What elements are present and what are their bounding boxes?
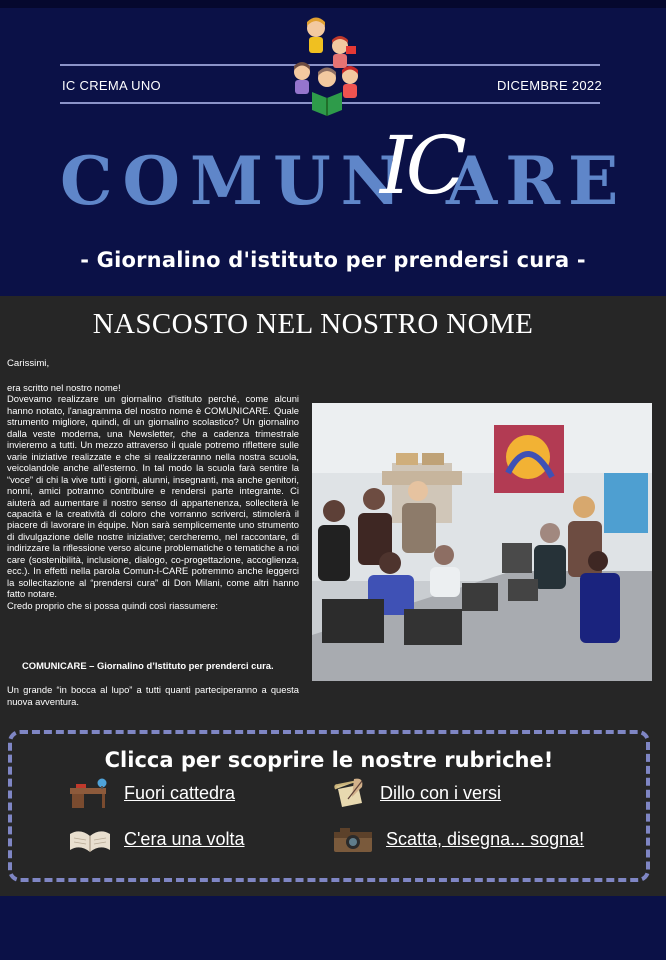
bottom-band [0,896,666,960]
children-reading-logo [282,16,372,120]
article-motto: COMUNICARE – Giornalino d’Istituto per prenderci cura. [22,660,274,671]
main-panel [0,296,666,896]
rubric-label: C'era una volta [124,828,245,849]
rubrics-title: Clicca per scoprire le nostre rubriche! [104,748,554,772]
article-closing: Un grande “in bocca al lupo” a tutti quanti parteciperanno a questa nuova avventura. [7,684,299,707]
issue-date: DICEMBRE 2022 [496,78,602,93]
school-name: IC CREMA UNO [62,78,161,93]
staff-group-photo [312,403,652,681]
rubric-label: Scatta, disegna... sogna! [386,828,585,849]
newspaper-logo [0,119,666,236]
rubric-link-fuori-cattedra[interactable] [68,776,235,810]
article-body: era scritto nel nostro nome! Dovevamo realizzare un giornalino d'istituto perché, come alcuni hanno notato, l'anagramma del nostro nome è COMUNICARE. Quale strumento migliore, quindi, di un giornalino scolastico? Un giornalino dalla veste moderna, una Newsletter, che a cadenza trimestrale invieremo a tutti. Un mezzo attraverso il quale potremo riflettere sulle varie iniziative realizzate e che si realizzeranno nella nostra scuola, veicolandole anche all'esterno. In tal modo la scuola farà sentire la “voce” di chi la vive tutti i giorni, alunni, insegnanti, ma anche genitori, nonni, amici potranno contribuire e rendersi parte integrante. Ci aiuterà ad aumentare il nostro senso di appartenenza, solleciterà le capacità e la creatività di coloro che vorranno scriverci, stimolerà il piacere di lavorare in équipe. Non sarà semplicemente uno strumento di divulgazione delle nostre iniziative; cercheremo, nel raccontare, di indirizzare la riflessione verso alcune problematiche o tematiche a noi care (sostenibilità, inclusione, dialogo, co-progettazione, accoglienza, ecc.). In effetti nella parola Comun-I-CARE potremmo anche leggerci la sollecitazione al “prendersi cura” di Don Milani, come altri hanno fatto notare. Credo proprio che si possa quindi così riassumere: [7,382,299,611]
article-greeting: Carissimi, [7,358,50,369]
masthead-script: IC [380,119,461,212]
tagline: - Giornalino d'istituto per prendersi cura - [80,248,586,272]
article-title: NASCOSTO NEL NOSTRO NOME [92,308,534,340]
rubric-label: Fuori cattedra [124,782,236,803]
camera-icon [332,824,374,854]
desk-icon [68,778,112,808]
quill-scroll-icon [332,777,368,809]
top-strip [0,0,666,8]
masthead-header [0,8,666,296]
rubric-label: Dillo con i versi [380,782,502,803]
rubric-link-dillo-con-i-versi[interactable] [332,776,501,810]
masthead-left: COMUN [60,142,411,220]
masthead-right: ARE [446,142,627,220]
rubric-link-cera-una-volta[interactable] [68,822,245,856]
rubric-link-scatta-disegna-sogna[interactable] [332,822,584,856]
rubrics-panel [8,730,650,882]
open-book-icon [68,824,112,854]
